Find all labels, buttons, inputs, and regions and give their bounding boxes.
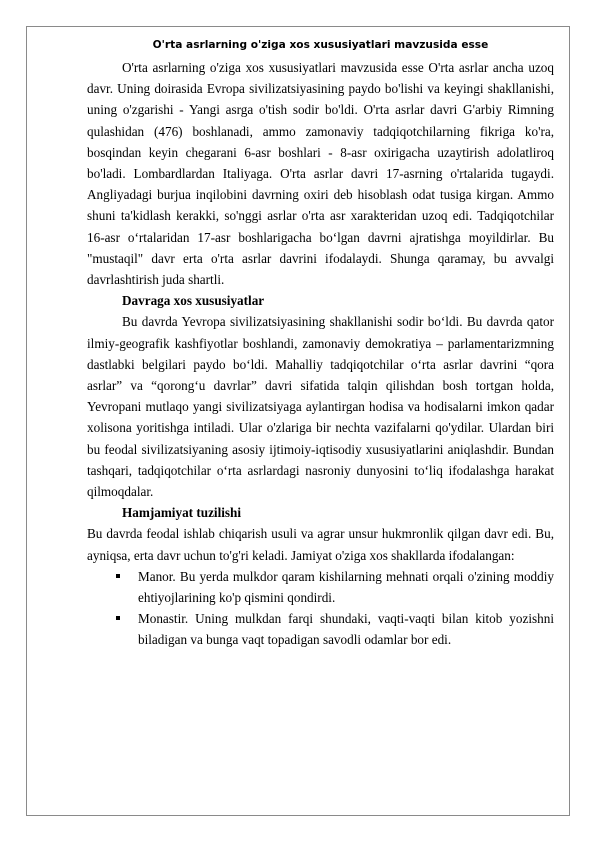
square-bullet-icon xyxy=(116,574,120,578)
list-item xyxy=(87,566,554,608)
paragraph-period-features: Bu davrda Yevropa sivilizatsiyasining shakllanishi sodir bo‘ldi. Bu davrda qator ilmiy-geografik kashfiyotlar boshlandi, zamonaviy demokratiya – parlamentarizmning dastlabki belgilari paydo bo‘ldi. Mahalliy tadqiqotchilar o‘rta asrlar davrini “qora asrlar” va “qorong‘u davrlar” davri sifatida talqin qilishdan bosh tortgan holda, Yevropani mutlaqo yangi sivilizatsiyaga aylantirgan hodisa va hodisalarni imkon qadar xolisona yoritishga intiladi. Ular o'zlariga bir nechta vazifalarni qo'ydilar. Ulardan biri bu feodal sivilizatsiyaning asosiy ijtimoiy-iqtisodiy xususiyatlarini aniqlashdir. Bundan tashqari, tadqiqotchilar o‘rta asrlardagi nasroniy dunyosini to‘liq ifodalashga harakat qilmoqdalar. xyxy=(87,314,554,500)
square-bullet-icon xyxy=(116,616,120,620)
bullet-list xyxy=(87,566,554,651)
section-heading-period-features: Davraga xos xususiyatlar xyxy=(122,293,265,309)
list-item xyxy=(87,608,554,650)
section-heading-community-structure: Hamjamiyat tuzilishi xyxy=(122,505,242,521)
list-item-text: Monastir. Uning mulkdan farqi shundaki, vaqti-vaqti bilan kitob yozishni biladigan va bunga vaqt topadigan savodli odamlar bor edi. xyxy=(138,611,554,648)
document-body xyxy=(87,36,554,651)
paragraph-intro: O'rta asrlarning o'ziga xos xususiyatlari mavzusida esse O'rta asrlar ancha uzoq davr. Uning doirasida Evropa sivilizatsiyasining paydo bo'lishi va keyingi shakllanishi, uning o'zgarishi - Yangi asrga o'tish sodir bo'ldi. O'rta asrlar davri G'arbiy Rimning qulashidan (476) boshlanadi, ammo zamonaviy tadqiqotchilarning fikriga ko'ra, bosqindan keyin chegarani 6-asr boshlari - 8-asr oxirigacha uzaytirish adolatliroq bo'ladi. Lombardlardan Italiyaga. O'rta asrlar davri 17-asrning o'rtalarida tugaydi. Angliyadagi burjua inqilobini davrning oxiri deb hisoblash odat tusiga kirgan. Ammo shuni ta'kidlash kerakki, so'nggi asrlar o'rta asr xarakteridan uzoq edi. Tadqiqotchilar 16-asr o‘rtalaridan 17-asr boshlarigacha bo‘lgan davrni ajratishga moyildirlar. Bu "mustaqil" davr erta o'rta asrlar davrini ifodalaydi. Shunga qaramay, bu avvalgi davrlashtirish juda shartli. xyxy=(87,60,554,288)
document-title: O'rta asrlarning o'ziga xos xususiyatlari mavzusida esse xyxy=(152,39,489,51)
list-item-text: Manor. Bu yerda mulkdor qaram kishilarning mehnati orqali o'zining moddiy ehtiyojlarining ko'p qismini qondirdi. xyxy=(138,568,554,606)
paragraph-community-structure: Bu davrda feodal ishlab chiqarish usuli va agrar unsur hukmronlik qilgan davr edi. Bu, ayniqsa, erta davr uchun to'g'ri keladi. Jamiyat o'ziga xos shakllarda ifodalangan: xyxy=(87,526,554,563)
